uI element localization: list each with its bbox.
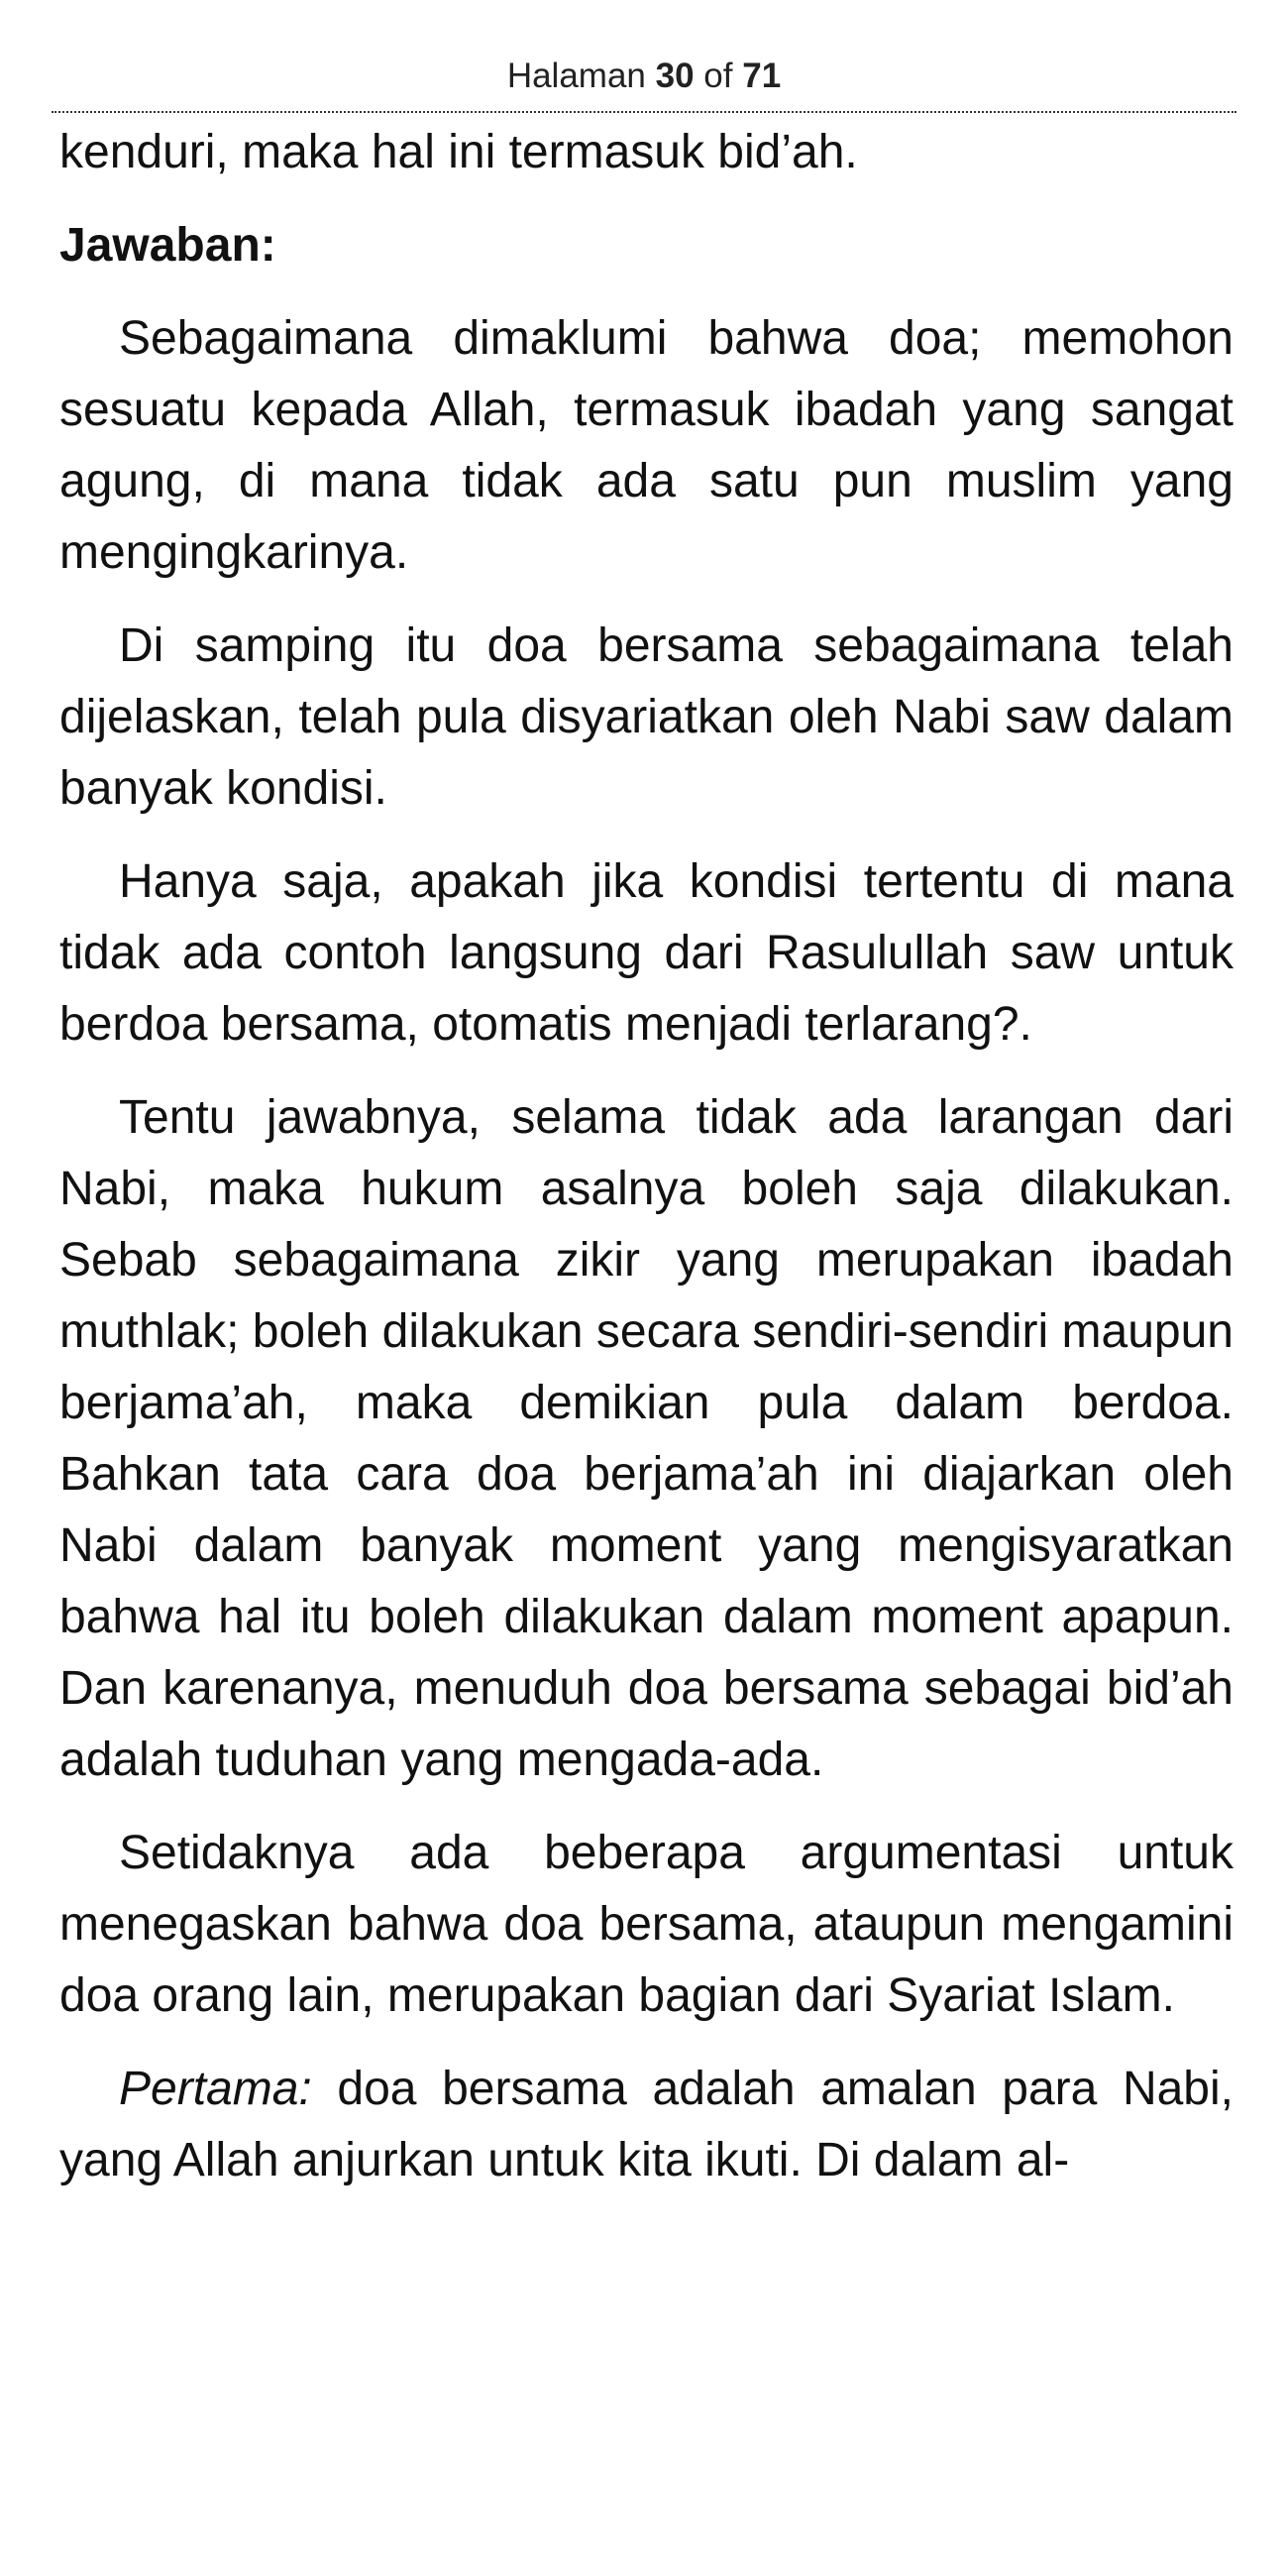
paragraph-text: doa bersama adalah amalan para Nabi, yang Allah anjurkan untuk kita ikuti. Di dalam al- [59,2063,1234,2186]
page-header [52,52,1236,113]
continuation-paragraph: kenduri, maka hal ini termasuk bid’ah. [59,126,858,178]
last-paragraph [59,2054,1234,2196]
paragraph: Sebagaimana dimaklumi bahwa doa; memohon sesuatu kepada Allah, termasuk ibadah yang sangat agung, di mana tidak ada satu pun muslim yang mengingkarinya. [59,312,1234,579]
paragraph: Tentu jawabnya, selama tidak ada larangan dari Nabi, maka hukum asalnya boleh saja dilakukan. Sebab sebagaimana zikir yang merupakan ibadah muthlak; boleh dilakukan secara sendiri-sendiri maupun berjama’ah, maka demikian pula dalam berdoa. Bahkan tata cara doa berjama’ah ini diajarkan oleh Nabi dalam banyak moment yang mengisyaratkan bahwa hal itu boleh dilakukan dalam moment apapun. Dan karenanya, menuduh doa bersama sebagai bid’ah adalah tuduhan yang mengada-ada. [59,1091,1234,1786]
page-body [59,117,1234,2218]
page-label: Halaman [506,56,646,95]
paragraph: Setidaknya ada beberapa argumentasi untuk menegaskan bahwa doa bersama, ataupun mengamini doa orang lain, merupakan bagian dari Syariat Islam. [59,1827,1234,2022]
section-heading: Jawaban: [59,219,276,272]
paragraph-lead: Pertama: [119,2063,312,2115]
current-page-number: 30 [655,56,695,95]
page-separator: of [703,56,733,95]
total-pages-number: 71 [742,56,782,95]
paragraph: Di samping itu doa bersama sebagaimana telah dijelaskan, telah pula disyariatkan oleh Nabi saw dalam banyak kondisi. [59,619,1234,815]
paragraph: Hanya saja, apakah jika kondisi tertentu di mana tidak ada contoh langsung dari Rasulullah saw untuk berdoa bersama, otomatis menjadi terlarang?. [59,855,1234,1051]
